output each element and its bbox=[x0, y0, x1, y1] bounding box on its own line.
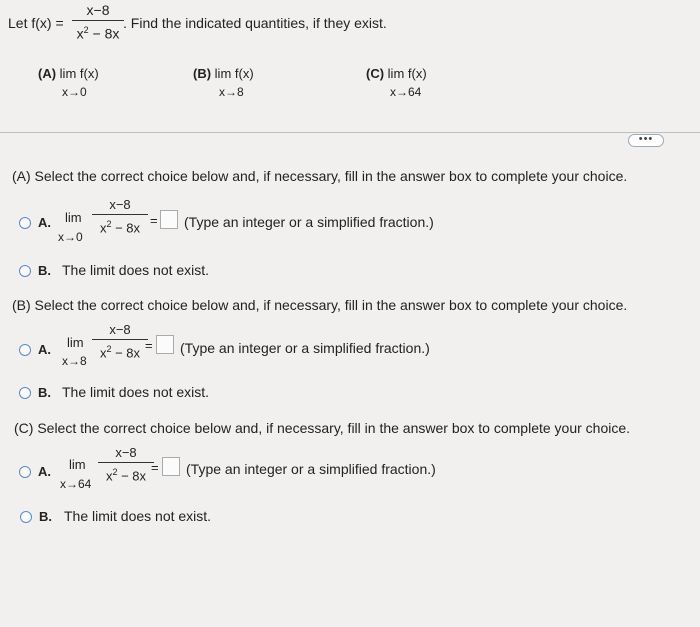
f-numerator: x−8 bbox=[86, 2, 110, 18]
option-b-text: The limit does not exist. bbox=[62, 262, 210, 278]
option-letter: B. bbox=[38, 263, 51, 278]
problem-instruction: . Find the indicated quantities, if they exist. bbox=[123, 15, 387, 31]
part-c-sub: x→64 bbox=[390, 85, 422, 99]
part-b-sub: x→8 bbox=[219, 85, 244, 99]
equals-sign: = bbox=[150, 213, 158, 228]
option-b-text: The limit does not exist. bbox=[64, 508, 212, 524]
equals-sign: = bbox=[145, 338, 153, 353]
lim-sub: x→0 bbox=[58, 230, 83, 244]
more-options-button[interactable]: ••• bbox=[628, 134, 664, 147]
part-b-label: (B) lim f(x) bbox=[193, 66, 254, 81]
answer-box-c[interactable] bbox=[162, 457, 180, 476]
f-fraction bbox=[72, 2, 124, 43]
limit-fraction: x−8 $x^2 - 8x$ bbox=[98, 444, 154, 484]
let-prefix: Let f(x) = bbox=[8, 15, 64, 31]
answer-hint: (Type an integer or a simplified fraction.) bbox=[180, 340, 430, 356]
option-letter: A. bbox=[38, 464, 51, 479]
option-letter: A. bbox=[38, 215, 51, 230]
radio-c-option-b[interactable] bbox=[20, 511, 32, 523]
question-a-prompt: (A) Select the correct choice below and, if necessary, fill in the answer box to complete your choice. bbox=[12, 168, 628, 184]
answer-box-a[interactable] bbox=[160, 210, 178, 229]
radio-a-option-b[interactable] bbox=[19, 265, 31, 277]
lim-sub: x→8 bbox=[62, 354, 87, 368]
lim-sub: x→64 bbox=[60, 477, 92, 491]
equals-sign: = bbox=[151, 460, 159, 475]
option-letter: A. bbox=[38, 342, 51, 357]
part-a-sub: x→0 bbox=[62, 85, 87, 99]
answer-box-b[interactable] bbox=[156, 335, 174, 354]
radio-c-option-a[interactable] bbox=[19, 466, 31, 478]
part-c-label: (C) lim f(x) bbox=[366, 66, 427, 81]
question-c-prompt: (C) Select the correct choice below and, if necessary, fill in the answer box to complete your choice. bbox=[14, 420, 631, 436]
f-denominator: $x^2 - 8x$ bbox=[76, 25, 120, 42]
answer-hint: (Type an integer or a simplified fraction.) bbox=[184, 214, 434, 230]
lim-label: lim bbox=[65, 210, 82, 225]
section-divider bbox=[0, 132, 700, 133]
question-b-prompt: (B) Select the correct choice below and, if necessary, fill in the answer box to complete your choice. bbox=[12, 297, 628, 313]
lim-label: lim bbox=[69, 457, 86, 472]
radio-b-option-b[interactable] bbox=[19, 387, 31, 399]
option-letter: B. bbox=[38, 385, 51, 400]
part-a-label: (A) lim f(x) bbox=[38, 66, 99, 81]
radio-b-option-a[interactable] bbox=[19, 344, 31, 356]
limit-fraction: x−8 $x^2 - 8x$ bbox=[92, 196, 148, 236]
radio-a-option-a[interactable] bbox=[19, 217, 31, 229]
fraction-bar bbox=[72, 20, 124, 21]
option-b-text: The limit does not exist. bbox=[62, 384, 210, 400]
lim-label: lim bbox=[67, 335, 84, 350]
option-letter: B. bbox=[39, 509, 52, 524]
limit-fraction: x−8 $x^2 - 8x$ bbox=[92, 321, 148, 361]
answer-hint: (Type an integer or a simplified fraction.) bbox=[186, 461, 436, 477]
